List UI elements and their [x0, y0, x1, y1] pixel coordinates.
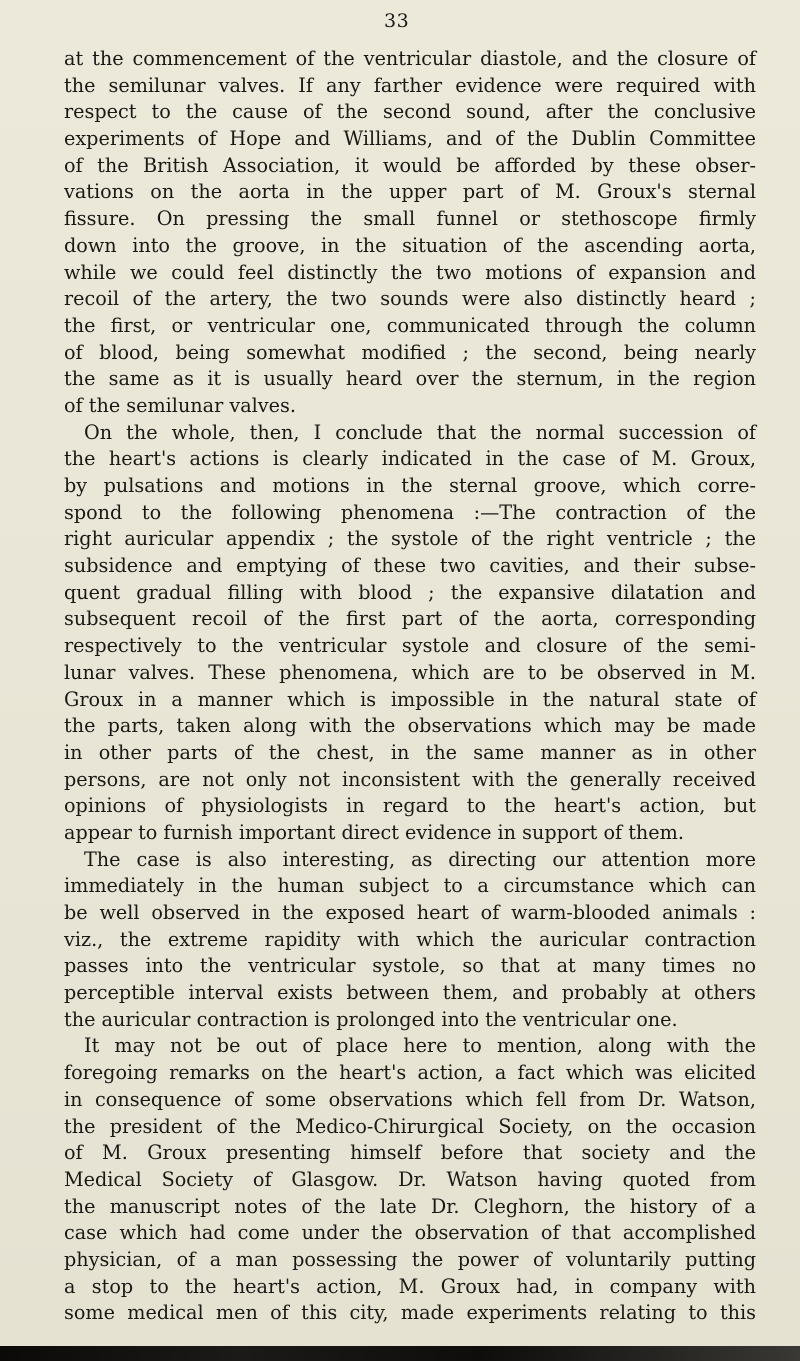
text-line: the heart's actions is clearly indicated in the case of M. Groux, — [64, 447, 756, 471]
text-line: spond to the following phenomena :—The contraction of the — [64, 500, 756, 524]
text-line: the same as it is usually heard over the sternum, in the region — [64, 367, 756, 391]
text-line: of the semilunar valves. — [64, 393, 296, 417]
text-line: immediately in the human subject to a circumstance which can — [64, 874, 756, 898]
text-line: opinions of physiologists in regard to the heart's action, but — [64, 794, 756, 818]
body-text — [64, 46, 756, 1327]
text-line: subsidence and emptying of these two cavities, and their subse- — [64, 554, 756, 578]
text-line: of blood, being somewhat modified ; the second, being nearly — [64, 340, 756, 364]
text-line: at the commencement of the ventricular diastole, and the closure of — [64, 47, 756, 70]
text-line: Groux in a manner which is impossible in the natural state of — [64, 687, 756, 711]
text-line: fissure. On pressing the small funnel or stethoscope firmly — [64, 207, 756, 231]
text-line: recoil of the artery, the two sounds were also distinctly heard ; — [64, 287, 756, 311]
text-line: viz., the extreme rapidity with which the auricular contraction — [64, 927, 756, 951]
text-line: The case is also interesting, as directing our attention more — [84, 847, 756, 871]
text-line: vations on the aorta in the upper part of M. Groux's sternal — [64, 180, 756, 204]
text-line: perceptible interval exists between them, and probably at others — [64, 981, 756, 1005]
text-line: foregoing remarks on the heart's action, a fact which was elicited — [64, 1061, 756, 1085]
text-line: respect to the cause of the second sound, after the conclusive — [64, 100, 756, 124]
text-line: by pulsations and motions in the sternal groove, which corre- — [64, 474, 756, 497]
text-line: Medical Society of Glasgow. Dr. Watson having quoted from — [64, 1167, 756, 1191]
page-number: 33 — [384, 10, 410, 32]
text-line: the parts, taken along with the observations which may be made — [64, 714, 756, 738]
text-line: quent gradual filling with blood ; the expansive dilatation and — [64, 580, 756, 604]
text-line: of M. Groux presenting himself before that society and the — [64, 1141, 756, 1165]
text-line: down into the groove, in the situation of the ascending aorta, — [64, 233, 756, 257]
text-line: It may not be out of place here to mention, along with the — [84, 1034, 756, 1058]
text-line: in consequence of some observations which fell from Dr. Watson, — [64, 1087, 756, 1111]
text-line: appear to furnish important direct evidence in support of them. — [64, 820, 684, 844]
page-bottom-edge — [0, 1346, 800, 1361]
text-line: the president of the Medico-Chirurgical Society, on the occasion — [64, 1114, 756, 1138]
text-line: lunar valves. These phenomena, which are to be observed in M. — [64, 660, 756, 684]
text-line: experiments of Hope and Williams, and of the Dublin Committee — [64, 127, 756, 151]
text-line: the auricular contraction is prolonged into the ventricular one. — [64, 1007, 678, 1031]
text-line: in other parts of the chest, in the same manner as in other — [64, 740, 756, 764]
text-line: respectively to the ventricular systole and closure of the semi- — [64, 634, 756, 658]
text-line: the manuscript notes of the late Dr. Cleghorn, the history of a — [64, 1194, 756, 1218]
text-line: case which had come under the observation of that accomplished — [64, 1221, 756, 1245]
text-line: the semilunar valves. If any farther evidence were required with — [64, 73, 756, 97]
text-line: right auricular appendix ; the systole of the right ventricle ; the — [64, 527, 756, 551]
text-line: persons, are not only not inconsistent with the generally received — [64, 767, 756, 791]
text-line: of the British Association, it would be afforded by these obser- — [64, 153, 756, 177]
text-line: physician, of a man possessing the power of voluntarily putting — [64, 1247, 756, 1271]
text-line: be well observed in the exposed heart of warm-blooded animals : — [64, 901, 756, 924]
text-line: passes into the ventricular systole, so that at many times no — [64, 954, 756, 978]
text-line: some medical men of this city, made experiments relating to this — [64, 1301, 756, 1325]
text-line: a stop to the heart's action, M. Groux had, in company with — [64, 1274, 756, 1298]
text-line: On the whole, then, I conclude that the normal succession of — [84, 420, 756, 444]
text-line: subsequent recoil of the first part of the aorta, corresponding — [64, 607, 756, 631]
text-line: the first, or ventricular one, communicated through the column — [64, 313, 756, 337]
text-line: while we could feel distinctly the two motions of expansion and — [64, 260, 756, 284]
